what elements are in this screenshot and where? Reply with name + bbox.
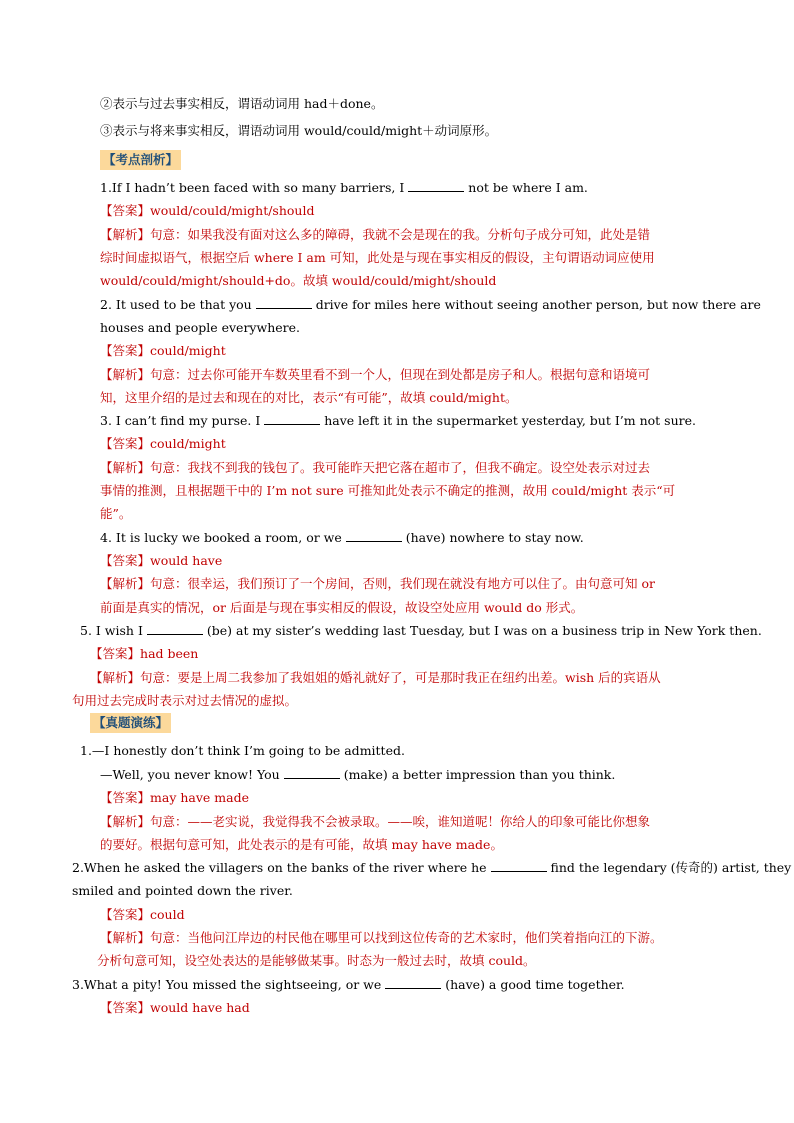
practice-question-2: 2.When he asked the villagers on the banks of the river where he find the legendary (传奇的) artist, they — [72, 860, 792, 875]
answer-blank — [385, 977, 441, 989]
practice-question-3: 3.What a pity! You missed the sightseeing, or we (have) a good time together. — [72, 977, 625, 992]
question-2-cont: houses and people everywhere. — [100, 320, 300, 335]
answer-blank — [256, 297, 312, 309]
practice-question-1-reply: —Well, you never know! You (make) a better impression than you think. — [100, 767, 616, 782]
rule-past: ②表示与过去事实相反，谓语动词用 had＋done。 — [100, 96, 384, 111]
practice-question-1: 1.—I honestly don’t think I’m going to be admitted. — [80, 743, 405, 758]
answer-blank — [408, 180, 464, 192]
analysis-4-line-1: 【解析】句意：很幸运，我们预订了一个房间，否则，我们现在就没有地方可以住了。由句意可知 or — [100, 576, 655, 591]
answer-3: 【答案】could/might — [100, 436, 226, 451]
analysis-5-line-2: 句用过去完成时表示对过去情况的虚拟。 — [72, 693, 298, 708]
answer-blank — [284, 767, 340, 779]
practice-analysis-1-line-2: 的要好。根据句意可知，此处表示的是有可能，故填 may have made。 — [100, 837, 503, 852]
answer-1: 【答案】would/could/might/should — [100, 203, 315, 218]
analysis-2-line-2: 知，这里介绍的是过去和现在的对比，表示“有可能”，故填 could/might。 — [100, 390, 518, 405]
practice-analysis-1-line-1: 【解析】句意：——老实说，我觉得我不会被录取。——唉，谁知道呢！你给人的印象可能比你想象 — [100, 814, 651, 829]
practice-answer-3: 【答案】would have had — [100, 1000, 250, 1015]
question-2: 2. It used to be that you drive for miles here without seeing another person, but now there are — [100, 297, 761, 312]
practice-analysis-2-line-1: 【解析】句意：当他问江岸边的村民他在哪里可以找到这位传奇的艺术家时，他们笑着指向江的下游。 — [100, 930, 663, 945]
analysis-2-line-1: 【解析】句意：过去你可能开车数英里看不到一个人，但现在到处都是房子和人。根据句意和语境可 — [100, 367, 651, 382]
section-header-analysis — [100, 148, 724, 171]
question-4: 4. It is lucky we booked a room, or we (have) nowhere to stay now. — [100, 530, 584, 545]
answer-blank — [346, 530, 402, 542]
analysis-1-line-3: would/could/might/should+do。故填 would/could/might/should — [100, 273, 497, 288]
section-title: 【真题演练】 — [90, 713, 171, 733]
question-5: 5. I wish I (be) at my sister’s wedding last Tuesday, but I was on a business trip in New York then. — [80, 623, 762, 638]
analysis-5-line-1: 【解析】句意：要是上周二我参加了我姐姐的婚礼就好了，可是那时我正在纽约出差。wish 后的宾语从 — [90, 670, 661, 685]
analysis-3-line-2: 事情的推测，且根据题干中的 I’m not sure 可推知此处表示不确定的推测，故用 could/might 表示“可 — [100, 483, 676, 498]
section-title: 【考点剖析】 — [100, 150, 181, 170]
answer-blank — [491, 860, 547, 872]
analysis-1-line-1: 【解析】句意：如果我没有面对这么多的障碍，我就不会是现在的我。分析句子成分可知，此处是错 — [100, 227, 651, 242]
answer-5: 【答案】had been — [90, 646, 199, 661]
answer-4: 【答案】would have — [100, 553, 223, 568]
analysis-3-line-3: 能”。 — [100, 506, 132, 521]
practice-analysis-2-line-2: 分析句意可知，设空处表达的是能够做某事。时态为一般过去时，故填 could。 — [97, 953, 536, 968]
answer-blank — [264, 413, 320, 425]
question-3: 3. I can’t find my purse. I have left it in the supermarket yesterday, but I’m not sure. — [100, 413, 696, 428]
answer-blank — [147, 623, 203, 635]
answer-2: 【答案】could/might — [100, 343, 226, 358]
practice-question-2-cont: smiled and pointed down the river. — [72, 883, 293, 898]
section-header-practice — [90, 711, 714, 734]
practice-answer-1: 【答案】may have made — [100, 790, 249, 805]
practice-answer-2: 【答案】could — [100, 907, 185, 922]
question-1: 1.If I hadn’t been faced with so many barriers, I not be where I am. — [100, 180, 588, 195]
analysis-3-line-1: 【解析】句意：我找不到我的钱包了。我可能昨天把它落在超市了，但我不确定。设空处表示对过去 — [100, 460, 651, 475]
analysis-4-line-2: 前面是真实的情况，or 后面是与现在事实相反的假设，故设空处应用 would do 形式。 — [100, 600, 584, 615]
analysis-1-line-2: 综时间虚拟语气，根据空后 where I am 可知，此处是与现在事实相反的假设，主句谓语动词应使用 — [100, 250, 655, 265]
rule-future: ③表示与将来事实相反，谓语动词用 would/could/might＋动词原形。 — [100, 123, 498, 138]
